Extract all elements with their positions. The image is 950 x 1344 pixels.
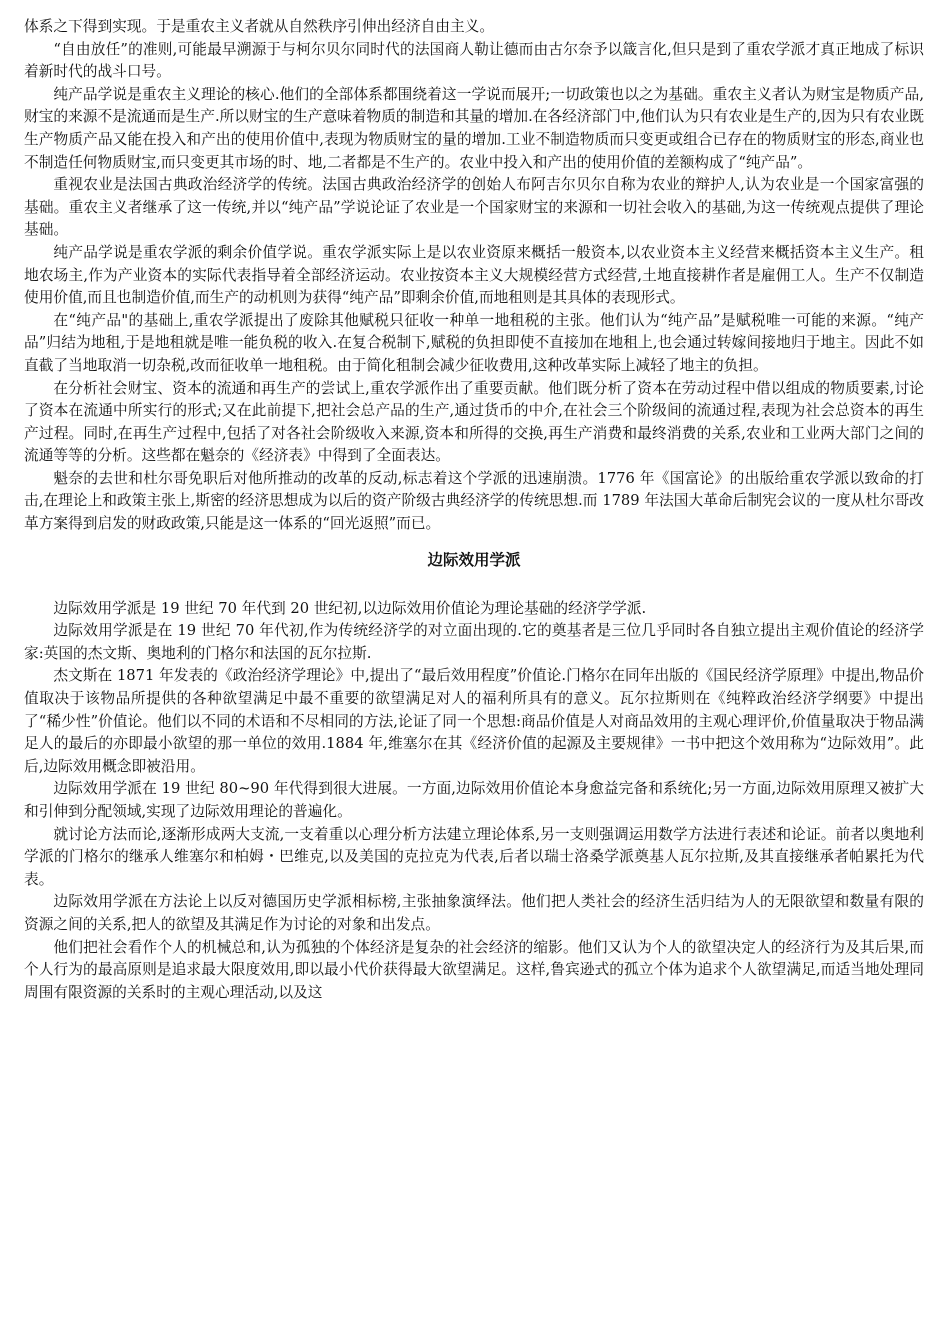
paragraph: 杰文斯在 1871 年发表的《政治经济学理论》中,提出了“最后效用程度”价值论.门格尔在同年出版的《国民经济学原理》中提出,物品价值取决于该物品所提供的各种欲望满足中最不重要的欲望满足对人的福利所具有的意义。瓦尔拉斯则在《纯粹政治经济学纲要》中提出了“稀少性”价值论。他们以不同的术语和不尽相同的方法,论证了同一个思想:商品价值是人对商品效用的主观心理评价,价值量取决于物品满足人的最后的亦即最小欲望的那一单位的效用.1884 年,维塞尔在其《经济价值的起源及主要规律》一书中把这个效用称为“边际效用”。此后,边际效用概念即被沿用。	[24, 667, 924, 775]
paragraph: 体系之下得到实现。于是重农主义者就从自然秩序引伸出经济自由主义。	[24, 18, 495, 35]
paragraph: 边际效用学派在 19 世纪 80~90 年代得到很大进展。一方面,边际效用价值论本身愈益完备和系统化;另一方面,边际效用原理又被扩大和引伸到分配领域,实现了边际效用理论的普遍化。	[24, 780, 924, 820]
paragraph: 纯产品学说是重农学派的剩余价值学说。重农学派实际上是以农业资原来概括一般资本,以农业资本主义经营来概括资本主义生产。租地农场主,作为产业资本的实际代表指导着全部经济运动。农业按资本主义大规模经营方式经营,土地直接耕作者是雇佣工人。生产不仅制造使用价值,而且也制造价值,而生产的动机则为获得“纯产品”即剩余价值,而地租则是其具体的表现形式。	[24, 243, 924, 307]
paragraph: 边际效用学派是 19 世纪 70 年代到 20 世纪初,以边际效用价值论为理论基础的经济学学派.	[53, 599, 647, 617]
paragraph: 就讨论方法而论,逐渐形成两大支流,一支着重以心理分析方法建立理论体系,另一支则强调运用数学方法进行表述和论证。前者以奥地利学派的门格尔的继承人维塞尔和柏姆・巴维克,以及美国的克拉克为代表,后者以瑞士洛桑学派奠基人瓦尔拉斯,及其直接继承者帕累托为代表。	[24, 825, 924, 888]
paragraph: 纯产品学说是重农主义理论的核心.他们的全部体系都围绕着这一学说而展开;一切政策也以之为基础。重农主义者认为财宝是物质产品,财宝的来源不是流通而是生产.所以财宝的生产意味着物质的制造和其量的增加.在各经济部门中,他们认为只有农业是生产的,因为只有农业既生产物质产品又能在投入和产出的使用价值中,表现为物质财宝的量的增加.工业不制造物质而只变更或组合已存在的物质财宝的形态,商业也不制造任何物质财宝,而只变更其市场的时、地,二者都是不生产的。农业中投入和产出的使用价值的差额构成了“纯产品”。	[24, 85, 924, 171]
paragraph: 重视农业是法国古典政治经济学的传统。法国古典政治经济学的创始人布阿吉尔贝尔自称为农业的辩护人,认为农业是一个国家富强的基础。重农主义者继承了这一传统,并以“纯产品”学说论证了农业是一个国家财宝的来源和一切社会收入的基础,为这一传统观点提供了理论基础。	[24, 176, 924, 239]
paragraph: 魁奈的去世和杜尔哥免职后对他所推动的改革的反动,标志着这个学派的迅速崩溃。1776 年《国富论》的出版给重农学派以致命的打击,在理论上和政策主张上,斯密的经济思想成为以后的资产阶级古典经济学的传统思想.而 1789 年法国大革命后制宪会议的一度从杜尔哥改革方案得到启发的财政政策,只能是这一体系的“回光返照”而已。	[24, 469, 924, 533]
paragraph: 在分析社会财宝、资本的流通和再生产的尝试上,重农学派作出了重要贡献。他们既分析了资本在劳动过程中借以组成的物质要素,讨论了资本在流通中所实行的形式;又在此前提下,把社会总产品的生产,通过货币的中介,在社会三个阶级间的流通过程,表现为社会总资本的再生产过程。同时,在再生产过程中,包括了对各社会阶级收入来源,资本和所得的交换,再生产消费和最终消费的关系,农业和工业两大部门之间的流通等等的分析。这些都在魁奈的《经济表》中得到了全面表达。	[24, 379, 924, 465]
paragraph: 边际效用学派是在 19 世纪 70 年代初,作为传统经济学的对立面出现的.它的奠基者是三位几乎同时各自独立提出主观价值论的经济学家:英国的杰文斯、奥地利的门格尔和法国的瓦尔拉斯.	[24, 622, 924, 662]
paragraph: “自由放任”的准则,可能最早溯源于与柯尔贝尔同时代的法国商人勒让德而由古尔奈予以箴言化,但只是到了重农学派才真正地成了标识着新时代的战斗口号。	[24, 40, 924, 81]
paragraph: 边际效用学派在方法论上以反对德国历史学派相标榜,主张抽象演绎法。他们把人类社会的经济生活归结为人的无限欲望和数量有限的资源之间的关系,把人的欲望及其满足作为讨论的对象和出发点。	[24, 893, 924, 933]
paragraph: 他们把社会看作个人的机械总和,认为孤独的个体经济是复杂的社会经济的缩影。他们又认为个人的欲望决定人的经济行为及其后果,而个人行为的最高原则是追求最大限度效用,即以最小代价获得最大欲望满足。这样,鲁宾逊式的孤立个体为追求个人欲望满足,而适当地处理同周围有限资源的关系时的主观心理活动,以及这	[24, 938, 924, 1001]
section-title: 边际效用学派	[427, 550, 521, 569]
paragraph: 在“纯产品"的基础上,重农学派提出了废除其他赋税只征收一种单一地租税的主张。他们认为“纯产品”是赋税唯一可能的来源。“纯产品”归结为地租,于是地租就是唯一能负税的收入.在复合税制下,赋税的负担即使不直接加在地租上,也会通过转嫁间接地归于地主。因此不如直截了当地取消一切杂税,改而征收单一地租税。由于简化租制会减少征收费用,这种改革实际上减轻了地主的负担。	[24, 311, 924, 374]
